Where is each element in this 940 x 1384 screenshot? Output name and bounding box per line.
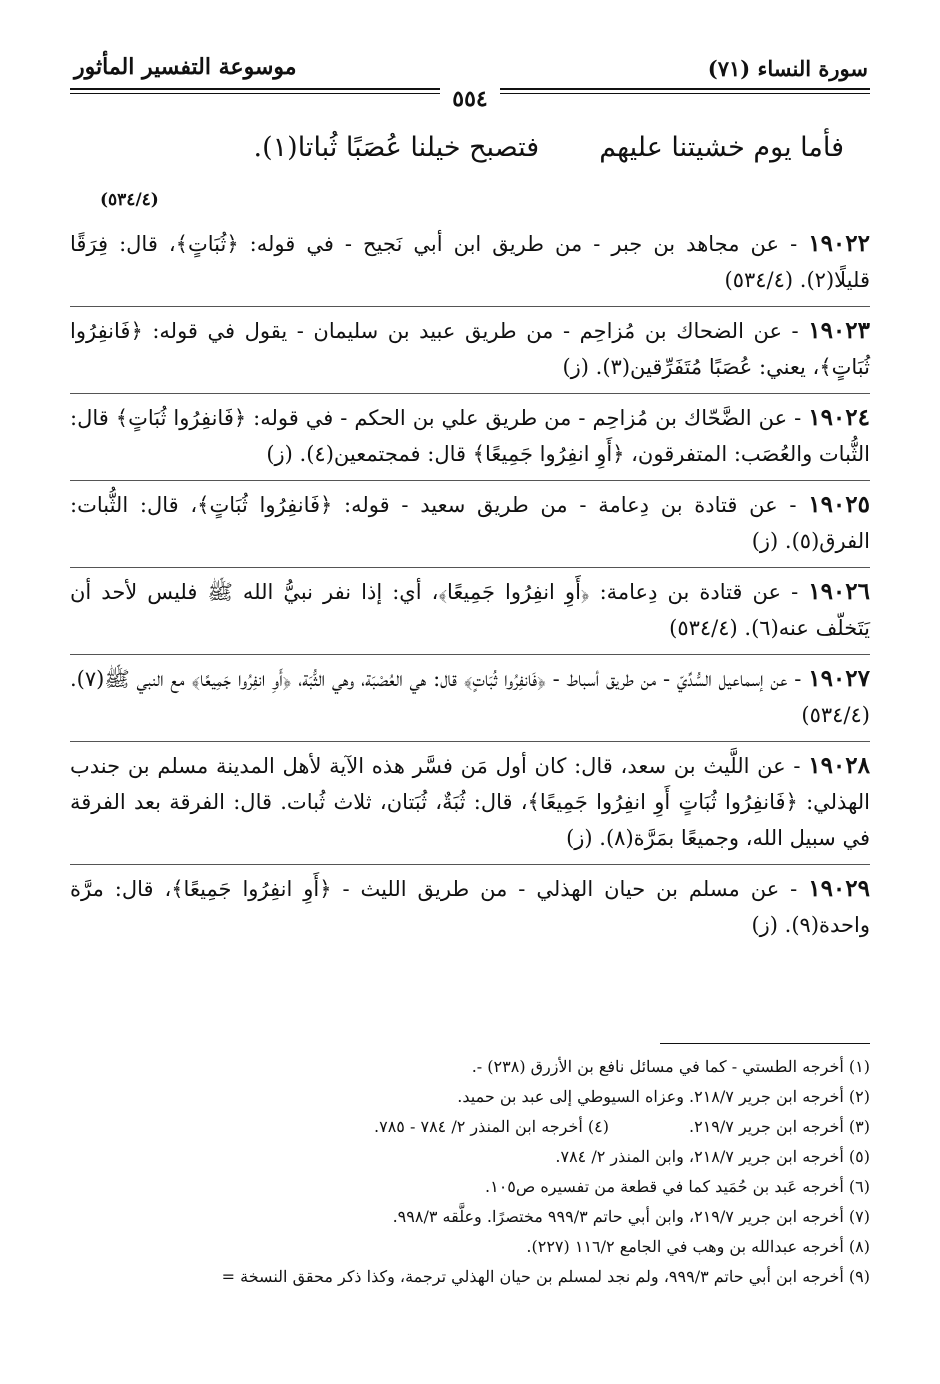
surah-header: سورة النساء (٧١): [707, 56, 868, 81]
entry-19027: [70, 655, 870, 742]
verse-hemistich-2: فتصبح خيلنا عُصَبًا ثُباتا(١).: [253, 132, 540, 163]
footnote-3: (٣) أخرجه ابن جرير ٢١٩/٧.: [689, 1117, 870, 1136]
footnote-5: (٥) أخرجه ابن جرير ٢١٨/٧، وابن المنذر ٢/ ٧٨٤.: [555, 1147, 870, 1166]
entry-number: ١٩٠٢٥: [808, 491, 870, 518]
entries-list: [70, 220, 870, 951]
entry-19028: [70, 742, 870, 865]
entry-text: - عن إسماعيل السُّدِّيّ - من طريق أسباط - ﴿فَانفِرُوا ثُبَاتٍ﴾ قال: هي العُصْبَة، وهي الثُّبَة، ﴿أَوِ انفِرُوا جَمِيعًا﴾ مع النبي ﷺ(٧).: [70, 667, 802, 691]
entry-reference: (ز): [751, 913, 778, 937]
entry-19026: [70, 568, 870, 655]
entry-19024: [70, 394, 870, 481]
entry-number: ١٩٠٢٣: [808, 317, 870, 344]
footnote-9: (٩) أخرجه ابن أبي حاتم ٩٩٩/٣، ولم نجد لمسلم بن حيان الهذلي ترجمة، وكذا ذكر محقق النسخة =: [221, 1267, 870, 1286]
book-title: موسوعة التفسير المأثور: [74, 54, 297, 80]
entry-reference: (ز): [562, 355, 589, 379]
entry-text: - عن قتادة بن دِعامة: ﴿أَوِ انفِرُوا جَمِيعًا﴾، أي: إذا نفر نبيُّ الله ﷺ فليس لأحد أن يَتَخلّف عنه(٦).: [70, 580, 870, 640]
footnote-6: (٦) أخرجه عَبد بن حُمَيد كما في قطعة من تفسيره ص١٠٥.: [485, 1177, 870, 1196]
poetry-verse: [84, 132, 844, 163]
entry-reference: (ز): [566, 826, 593, 850]
footnote-row-3-4: [50, 1112, 870, 1142]
entry-reference: (٥٣٤/٤): [669, 616, 738, 640]
footnote-1: (١) أخرجه الطستي - كما في مسائل نافع بن الأزرق (٢٣٨) -.: [471, 1057, 870, 1076]
entry-text: - عن الضَّحّاك بن مُزاحِم - من طريق علي بن الحكم - في قوله: ﴿فَانفِرُوا ثُبَاتٍ﴾ قال: الثُّبات والعُصَب: المتفرقون، ﴿أَوِ انفِرُوا جَمِيعًا﴾ قال: فمجتمعين(٤).: [70, 406, 870, 466]
entry-reference: (ز): [266, 442, 293, 466]
entry-text: - عن قتادة بن دِعامة - من طريق سعيد - قوله: ﴿فَانفِرُوا ثُبَاتٍ﴾، قال: الثُّبات: الفرق(٥).: [70, 493, 870, 553]
entry-text: - عن مجاهد بن جبر - من طريق ابن أبي نَجيح - في قوله: ﴿ثُبَاتٍ﴾، قال: فِرَقًا قليلًا(٢).: [70, 232, 870, 292]
entry-19029: [70, 865, 870, 951]
entry-number: ١٩٠٢٩: [808, 875, 870, 902]
entry-reference: (٥٣٤/٤): [801, 703, 870, 727]
footnote-8: (٨) أخرجه عبدالله بن وهب في الجامع ١١٦/٢ (٢٢٧).: [526, 1237, 870, 1256]
entry-number: ١٩٠٢٦: [808, 578, 870, 605]
entry-number: ١٩٠٢٢: [808, 230, 870, 257]
footnote-7: (٧) أخرجه ابن جرير ٢١٩/٧، وابن أبي حاتم ٩٩٩/٣ مختصرًا. وعلَّقه ٩٩٨/٣.: [392, 1207, 870, 1226]
entry-number: ١٩٠٢٨: [808, 752, 870, 779]
footnote-2: (٢) أخرجه ابن جرير ٢١٨/٧. وعزاه السيوطي إلى عبد بن حميد.: [457, 1087, 870, 1106]
entry-text: - عن اللَّيث بن سعد، قال: كان أول مَن فسَّر هذه الآية لأهل المدينة مسلم بن جندب الهذلي: ﴿فَانفِرُوا ثُبَاتٍ أَوِ انفِرُوا جَمِيعًا﴾، قال: ثُبَةٌ، ثُبَتان، ثلاث ثُبات. قال: الفرقة بعد الفرقة في سبيل الله، وجميعًا بمَرَّة(٨).: [70, 754, 870, 850]
footnote-4: (٤) أخرجه ابن المنذر ٢/ ٧٨٤ - ٧٨٥.: [374, 1117, 609, 1136]
entry-text: - عن مسلم بن حيان الهذلي - من طريق الليث - ﴿أَوِ انفِرُوا جَمِيعًا﴾، قال: مرَّة واحدة(٩).: [70, 877, 870, 937]
entry-19022: [70, 220, 870, 307]
entry-number: ١٩٠٢٧: [808, 665, 870, 692]
footnote-separator: [660, 1043, 870, 1044]
entry-reference: (٥٣٤/٤): [724, 268, 794, 292]
verse-reference: (٥٣٤/٤): [100, 190, 159, 210]
entry-reference: (ز): [751, 529, 779, 553]
verse-hemistich-1: فأما يوم خشيتنا عليهم: [599, 132, 844, 163]
entry-text: - عن الضحاك بن مُزاحِم - من طريق عبيد بن سليمان - يقول في قوله: ﴿فَانفِرُوا ثُبَاتٍ﴾، يعني: عُصَبًا مُتَفَرِّقين(٣).: [70, 319, 870, 379]
footnotes: [50, 1052, 870, 1292]
entry-number: ١٩٠٢٤: [808, 404, 870, 431]
entry-19025: [70, 481, 870, 568]
entry-19023: [70, 307, 870, 394]
page-number: ٥٥٤: [440, 86, 499, 112]
page-number-wrap: [0, 86, 940, 112]
